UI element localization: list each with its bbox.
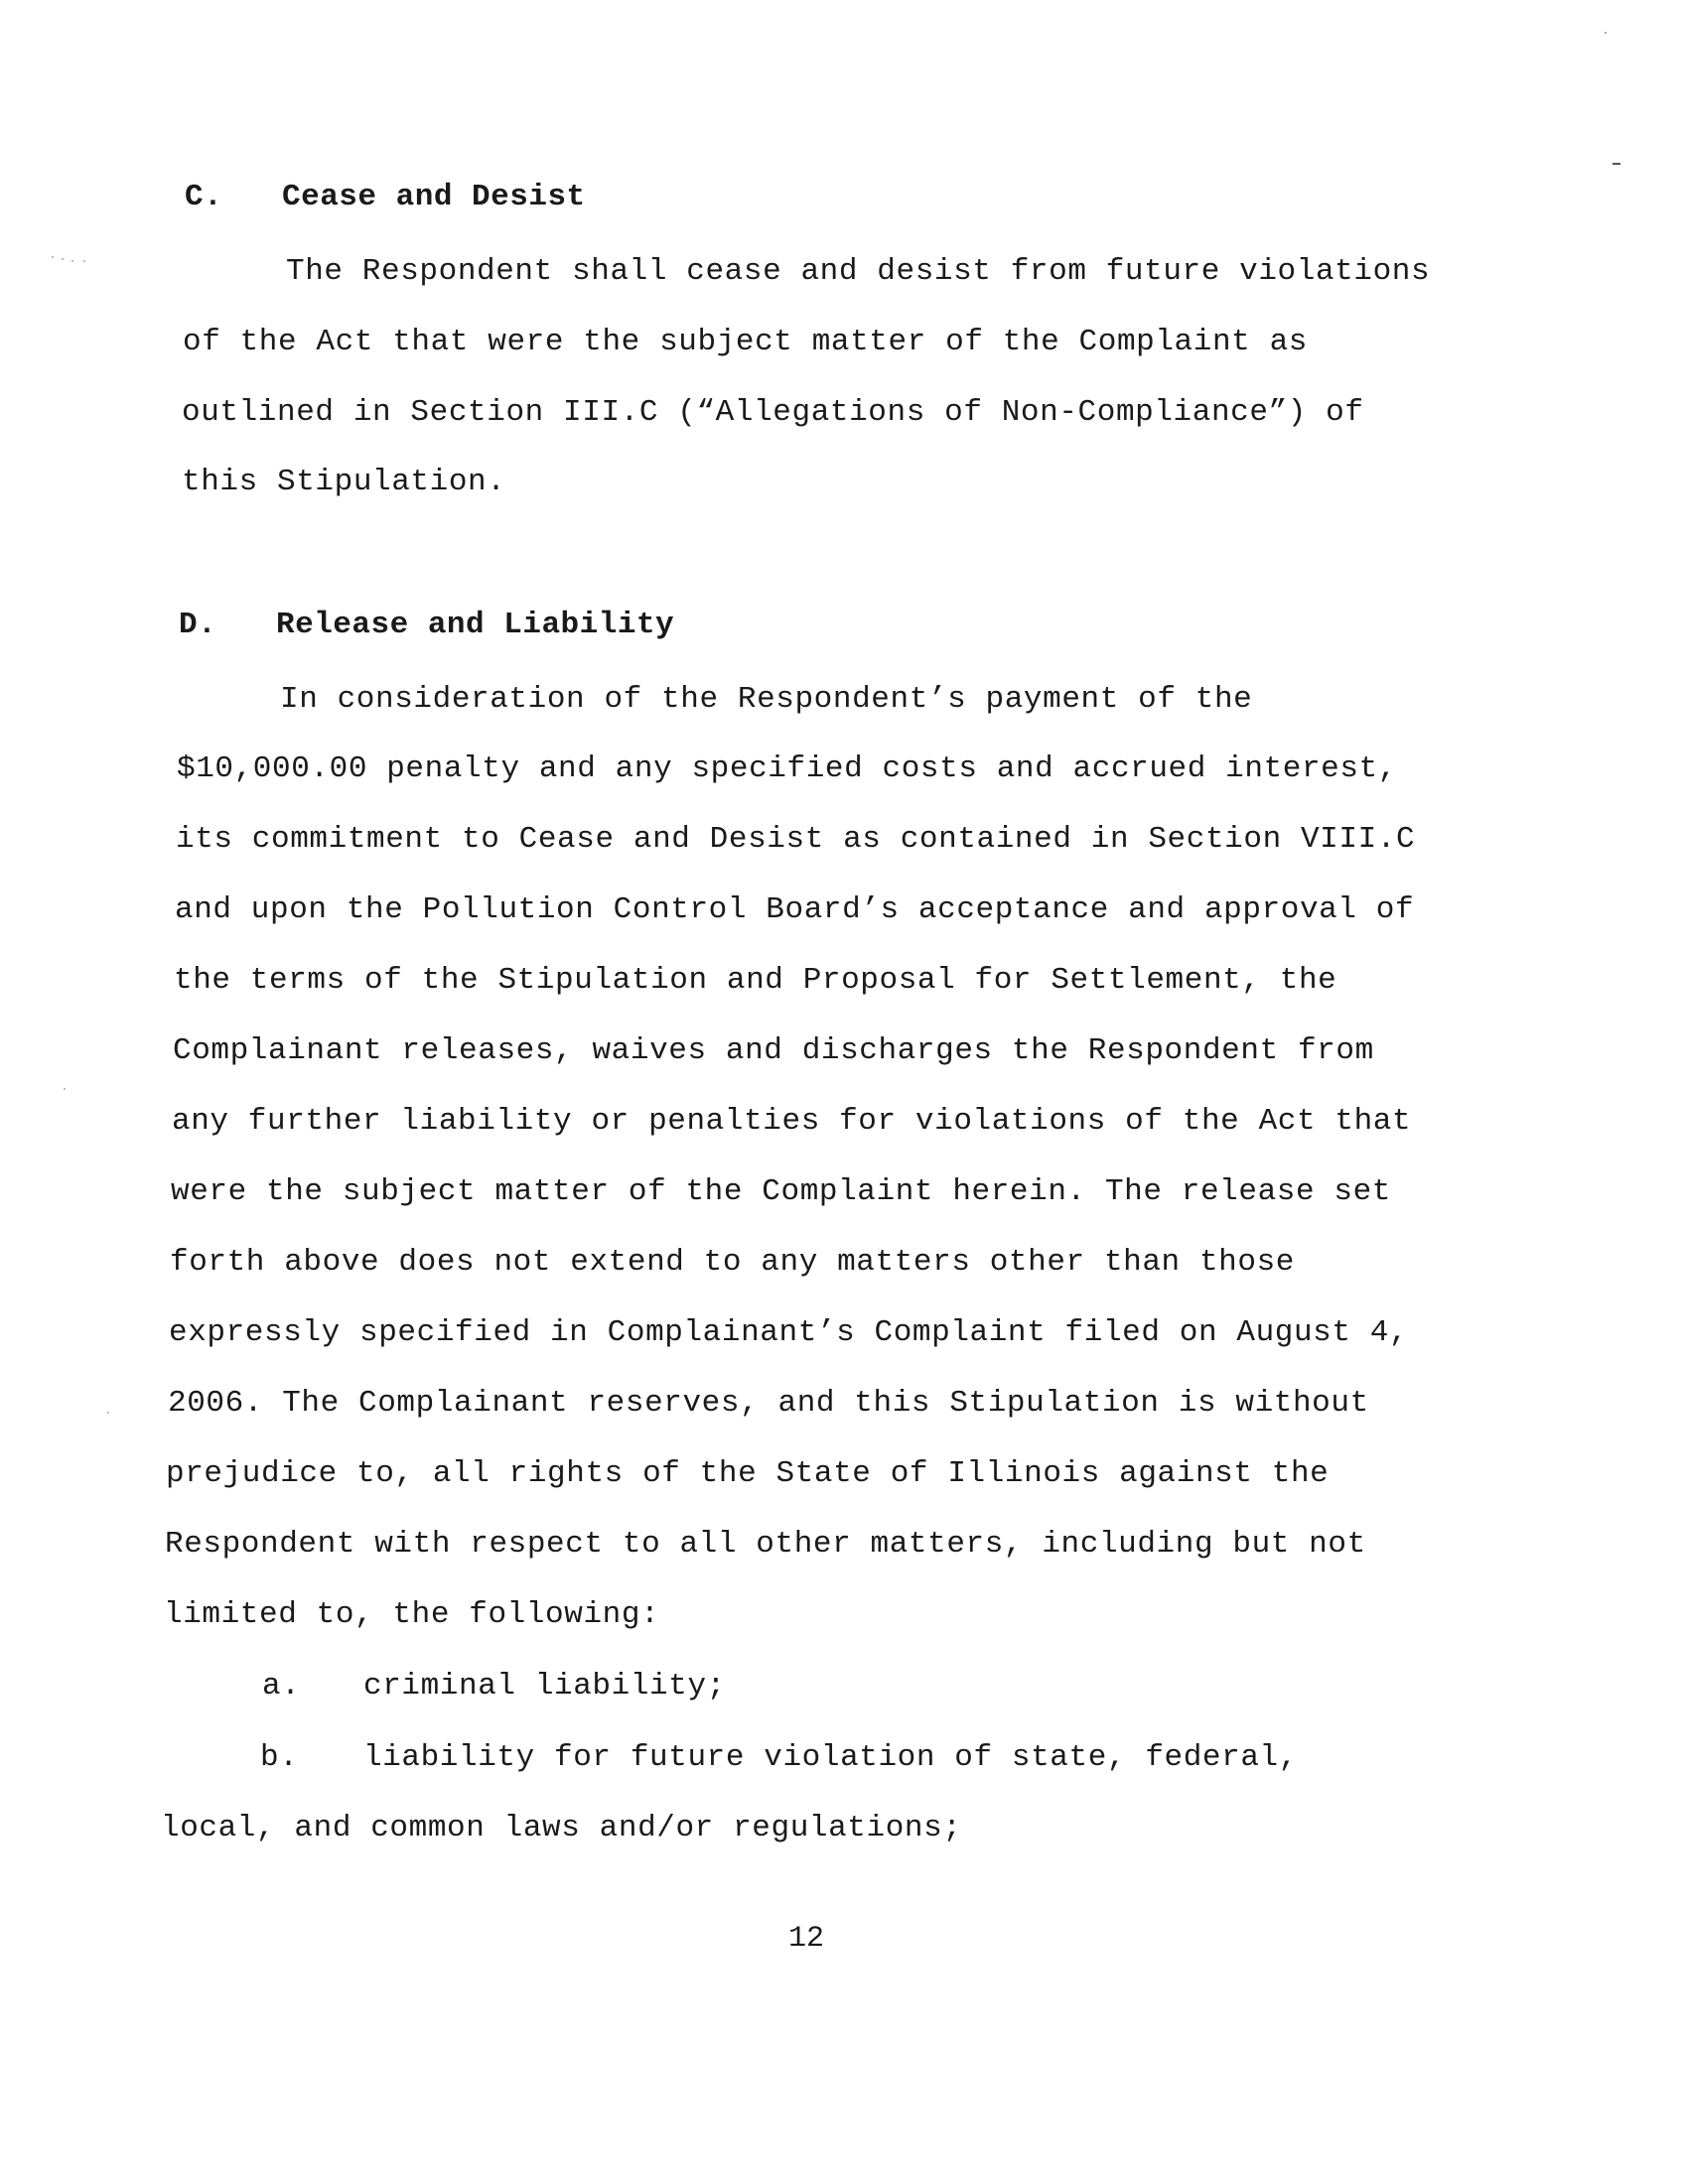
scan-speck bbox=[62, 258, 64, 260]
scan-speck bbox=[1605, 32, 1607, 34]
section-d-line-11: 2006. The Complainant reserves, and this Stipulation is without bbox=[168, 1386, 1369, 1421]
list-item-b-text: liability for future violation of state, federal, bbox=[363, 1740, 1298, 1775]
section-d-line-5: the terms of the Stipulation and Proposal for Settlement, the bbox=[174, 963, 1337, 998]
section-c-line-2: of the Act that were the subject matter of the Complaint as bbox=[183, 325, 1308, 359]
section-d-line-3: its commitment to Cease and Desist as contained in Section VIII.C bbox=[176, 822, 1416, 857]
section-c-letter: C. bbox=[185, 180, 223, 214]
section-d-line-12: prejudice to, all rights of the State of Illinois against the bbox=[166, 1456, 1330, 1491]
section-d-line-13: Respondent with respect to all other matters, including but not bbox=[165, 1527, 1366, 1562]
section-c-line-3: outlined in Section III.C (“Allegations of Non-Compliance”) of bbox=[182, 395, 1364, 430]
section-c-title: Cease and Desist bbox=[282, 180, 586, 214]
section-d-line-14: limited to, the following: bbox=[164, 1597, 660, 1632]
section-d-line-1: In consideration of the Respondent’s payment of the bbox=[280, 682, 1253, 717]
section-c-line-4: this Stipulation. bbox=[182, 465, 506, 499]
scan-speck bbox=[1613, 163, 1620, 165]
section-c-heading bbox=[185, 180, 586, 214]
section-d-line-4: and upon the Pollution Control Board’s acceptance and approval of bbox=[175, 892, 1415, 927]
section-c-line-1: The Respondent shall cease and desist from future violations bbox=[286, 254, 1431, 289]
scan-speck bbox=[107, 1412, 109, 1414]
scan-speck bbox=[83, 260, 85, 262]
section-d-line-7: any further liability or penalties for violations of the Act that bbox=[172, 1104, 1412, 1139]
scan-speck bbox=[71, 260, 73, 262]
section-d-line-9: forth above does not extend to any matters other than those bbox=[170, 1245, 1295, 1280]
list-item-a bbox=[262, 1669, 726, 1704]
list-item-b-marker: b. bbox=[260, 1740, 299, 1775]
section-d-line-6: Complainant releases, waives and discharges the Respondent from bbox=[173, 1033, 1374, 1068]
scan-speck bbox=[64, 1088, 66, 1090]
section-d-line-2: $10,000.00 penalty and any specified costs and accrued interest, bbox=[177, 751, 1397, 786]
section-d-heading bbox=[179, 608, 674, 642]
list-item-b-continuation: local, and common laws and/or regulations; bbox=[161, 1811, 962, 1845]
section-d-title: Release and Liability bbox=[276, 608, 675, 642]
list-item-a-marker: a. bbox=[262, 1669, 301, 1704]
section-d-line-10: expressly specified in Complainant’s Complaint filed on August 4, bbox=[169, 1315, 1409, 1350]
section-d-line-8: were the subject matter of the Complaint herein. The release set bbox=[171, 1174, 1391, 1209]
scan-speck bbox=[52, 256, 54, 258]
list-item-a-text: criminal liability; bbox=[363, 1669, 726, 1704]
page-number: 12 bbox=[788, 1922, 825, 1956]
section-d-letter: D. bbox=[179, 608, 217, 642]
list-item-b bbox=[260, 1740, 1298, 1775]
